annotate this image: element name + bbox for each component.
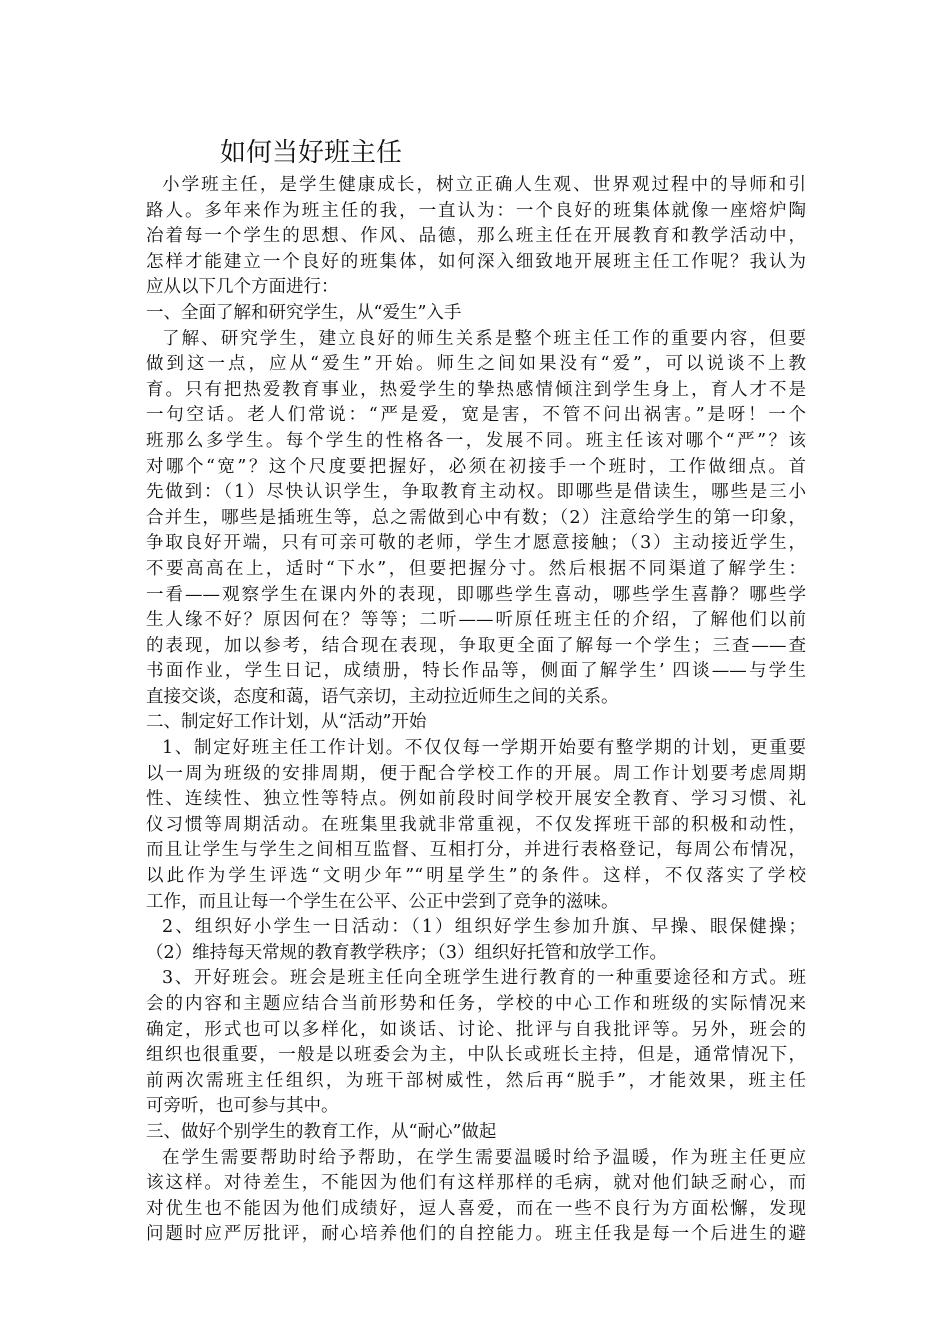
section-heading: 三、做好个别学生的教育工作，从“耐心”做起 xyxy=(146,1121,497,1142)
paragraph-line: 先做到：（1）尽快认识学生，争取教育主动权。即哪些是借读生，哪些是三小 xyxy=(146,482,806,503)
paragraph-line: 问题时应严厉批评，耐心培养他们的自控能力。班主任我是每一个后进生的避 xyxy=(146,1224,806,1245)
paragraph-line: 1、制定好班主任工作计划。不仅仅每一学期开始要有整学期的计划，更重要 xyxy=(162,738,806,759)
paragraph-line: 3、开好班会。班会是班主任向全班学生进行教育的一种重要途径和方式。班 xyxy=(162,968,806,989)
paragraph-line: 一看——观察学生在课内外的表现，即哪些学生喜动，哪些学生喜静？哪些学 xyxy=(146,584,806,605)
paragraph-line: （2）维持每天常规的教育教学秩序；（3）组织好托管和放学工作。 xyxy=(146,942,668,963)
paragraph-line: 应从以下几个方面进行： xyxy=(146,277,339,298)
paragraph-line: 性、连续性、独立性等特点。例如前段时间学校开展安全教育、学习习惯、礼 xyxy=(146,789,806,810)
paragraph-line: 的表现，加以参考，结合现在表现，争取更全面了解每一个学生；三查——查 xyxy=(146,635,806,656)
paragraph-line: 争取良好开端，只有可亲可敬的老师，学生才愿意接触；（3）主动接近学生， xyxy=(146,533,806,554)
paragraph-line: 合并生，哪些是插班生等，总之需做到心中有数；（2）注意给学生的第一印象， xyxy=(146,507,806,528)
paragraph-line: 了解、研究学生，建立良好的师生关系是整个班主任工作的重要内容，但要 xyxy=(162,328,806,349)
paragraph-line: 确定，形式也可以多样化，如谈话、讨论、批评与自我批评等。另外，班会的 xyxy=(146,1019,806,1040)
document-body xyxy=(146,173,806,1248)
paragraph-line: 仪习惯等周期活动。在班集里我就非常重视，不仅发挥班干部的积极和动性， xyxy=(146,814,806,835)
paragraph-line: 组织也很重要，一般是以班委会为主，中队长或班长主持，但是，通常情况下， xyxy=(146,1045,806,1066)
paragraph-line: 前两次需班主任组织，为班干部树威性，然后再“脱手”，才能效果，班主任 xyxy=(146,1070,806,1091)
paragraph-line: 直接交谈，态度和蔼，语气亲切，主动拉近师生之间的关系。 xyxy=(146,686,619,707)
paragraph-line: 书面作业，学生日记，成绩册，特长作品等，侧面了解学生’ 四谈——与学生 xyxy=(146,661,806,682)
document-title: 如何当好班主任 xyxy=(220,138,403,168)
paragraph-line: 以一周为班级的安排周期，便于配合学校工作的开展。周工作计划要考虑周期 xyxy=(146,763,806,784)
paragraph-line: 怎样才能建立一个良好的班集体，如何深入细致地开展班主任工作呢？我认为 xyxy=(146,251,806,272)
paragraph-line: 在学生需要帮助时给予帮助，在学生需要温暖时给予温暖，作为班主任更应 xyxy=(162,1147,806,1168)
paragraph-line: 做到这一点，应从“爱生”开始。师生之间如果没有“爱”，可以说谈不上教 xyxy=(146,354,806,375)
paragraph-line: 班那么多学生。每个学生的性格各一，发展不同。班主任该对哪个“严”？该 xyxy=(146,430,806,451)
paragraph-line: 对优生也不能因为他们成绩好，逗人喜爱，而在一些不良行为方面松懈，发现 xyxy=(146,1198,806,1219)
paragraph-line: 而且让学生与学生之间相互监督、互相打分，并进行表格登记，每周公布情况， xyxy=(146,840,806,861)
paragraph-line: 不要高高在上，适时“下水”，但要把握分寸。然后根据不同渠道了解学生： xyxy=(146,558,806,579)
paragraph-line: 小学班主任，是学生健康成长，树立正确人生观、世界观过程中的导师和引 xyxy=(162,175,806,195)
paragraph-line: 冶着每一个学生的思想、作风、品德，那么班主任在开展教育和教学活动中， xyxy=(146,226,806,247)
paragraph-line: 育。只有把热爱教育事业，热爱学生的挚热感情倾注到学生身上，育人才不是 xyxy=(146,379,806,400)
paragraph-line: 以此作为学生评选“文明少年”“明星学生”的条件。这样，不仅落实了学校 xyxy=(146,866,806,887)
paragraph-line: 一句空话。老人们常说：“严是爱，宽是害，不管不问出祸害。”是呀！一个 xyxy=(146,405,806,426)
paragraph-line: 可旁听，也可参与其中。 xyxy=(146,1096,339,1117)
paragraph-line: 工作，而且让每一个学生在公平、公正中尝到了竞争的滋味。 xyxy=(146,891,619,912)
paragraph-line: 2、组织好小学生一日活动：（1）组织好学生参加升旗、早操、眼保健操； xyxy=(162,917,806,938)
paragraph-line: 对哪个“宽”？这个尺度要把握好，必须在初接手一个班时，工作做细点。首 xyxy=(146,456,806,477)
paragraph-line: 会的内容和主题应结合当前形势和任务，学校的中心工作和班级的实际情况来 xyxy=(146,994,806,1014)
section-heading: 二、制定好工作计划，从“活动”开始 xyxy=(146,712,427,733)
paragraph-line: 路人。多年来作为班主任的我，一直认为：一个良好的班集体就像一座熔炉陶 xyxy=(146,200,806,221)
section-heading: 一、全面了解和研究学生，从“爱生”入手 xyxy=(146,302,462,323)
paragraph-line: 生人缘不好？原因何在？等等；二听——听原任班主任的介绍，了解他们以前 xyxy=(146,610,806,631)
paragraph-line: 该这样。对待差生，不能因为他们有这样那样的毛病，就对他们缺乏耐心，而 xyxy=(146,1173,806,1194)
